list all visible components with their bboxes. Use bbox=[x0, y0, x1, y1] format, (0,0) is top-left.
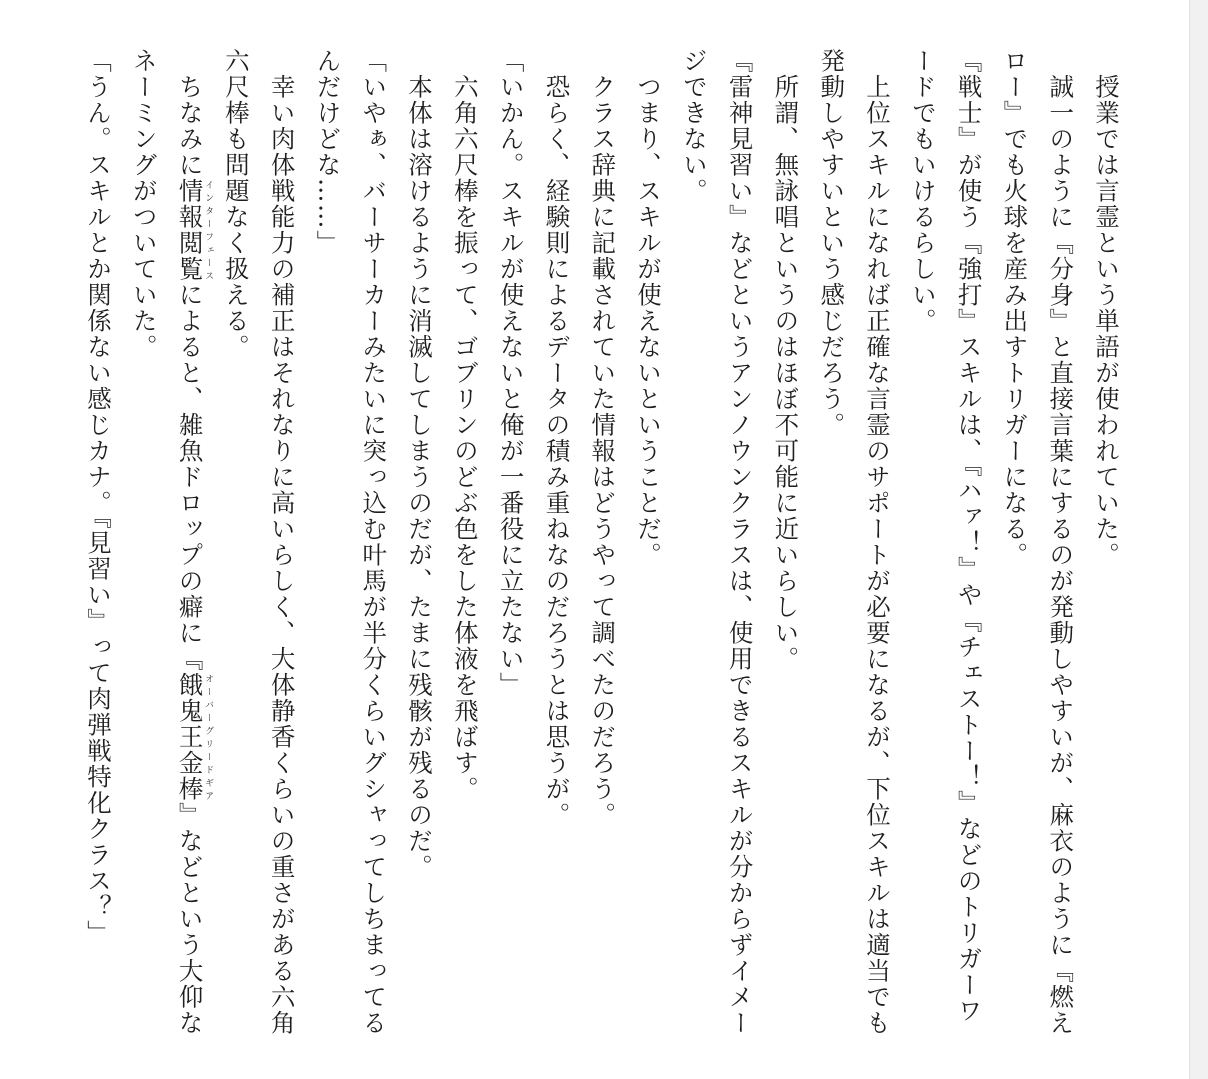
paragraph-15-after: 』などという大仰なネーミングがついていた。 bbox=[129, 48, 205, 1036]
ruby-base-1: 情報閲覧 bbox=[175, 178, 205, 282]
ruby-gakiou-kanabou bbox=[175, 672, 214, 802]
paragraph-10: 「いかん。スキルが使えないと俺が一番役に立たない」 bbox=[496, 48, 526, 698]
paragraph-1: 授業では言霊という単語が使われていた。 bbox=[1092, 48, 1121, 568]
paragraph-13: 「いやぁ、バーサーカーみたいに突っ込む叶馬が半分くらいグシャってしちまってるんだけどな……」 bbox=[313, 48, 389, 1036]
paragraph-15 bbox=[121, 48, 213, 1040]
paragraph-14: 幸い肉体戦能力の補正はそれなりに高いらしく、大体静香くらいの重さがある六角六尺棒も問題なく扱える。 bbox=[221, 48, 297, 1036]
paragraph-15-middle: によると、雑魚ドロップの癖に『 bbox=[175, 282, 205, 672]
ruby-base-2: 餓鬼王金棒 bbox=[175, 672, 205, 802]
paragraph-15-before: ちなみに bbox=[175, 48, 205, 178]
vertical-text-body bbox=[75, 48, 1129, 1058]
paragraph-2: 誠一のように『分身』と直接言葉にするのが発動しやすいが、麻衣のように『燃えロー』でも火球を産み出すトリガーになる。 bbox=[1000, 48, 1076, 1036]
ruby-joho-etsuran bbox=[175, 178, 214, 282]
paragraph-11: 六角六尺棒を振って、ゴブリンのどぶ色をした体液を飛ばす。 bbox=[450, 48, 480, 802]
paragraph-12: 本体は溶けるように消滅してしまうのだが、たまに残骸が残るのだ。 bbox=[405, 48, 435, 880]
paragraph-16: 「うん。スキルとか関係ない感じカナ。『見習い』って肉弾戦特化クラス？」 bbox=[83, 48, 113, 946]
paragraph-7: つまり、スキルが使えないということだ。 bbox=[634, 48, 664, 568]
paragraph-9: 恐らく、経験則によるデータの積み重ねなのだろうとは思うが。 bbox=[542, 48, 572, 828]
paragraph-4: 上位スキルになれば正確な言霊のサポートが必要になるが、下位スキルは適当でも発動しやすいという感じだろう。 bbox=[817, 48, 893, 1036]
scrollbar[interactable] bbox=[1189, 0, 1208, 1079]
ruby-reading-2: オーバーグリードギア bbox=[203, 672, 214, 802]
paragraph-8: クラス辞典に記載されていた情報はどうやって調べたのだろう。 bbox=[588, 48, 618, 828]
paragraph-3: 『戦士』が使う『強打』スキルは、『ハァ！』や『チェストー！』などのトリガーワードでもいけるらしい。 bbox=[908, 48, 984, 1024]
ruby-reading-1: インターフェース bbox=[203, 178, 214, 282]
paragraph-6: 『雷神見習い』などというアンノウンクラスは、使用できるスキルが分からずイメージできない。 bbox=[679, 48, 755, 1036]
paragraph-5: 所謂、無詠唱というのはほぼ不可能に近いらしい。 bbox=[771, 48, 801, 672]
